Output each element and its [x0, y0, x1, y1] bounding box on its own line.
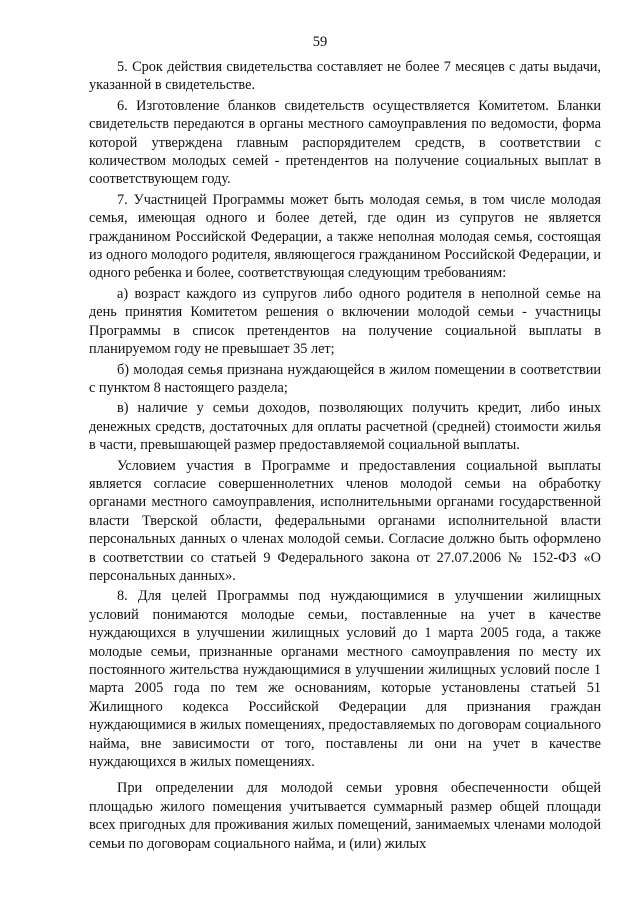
- paragraph-requirement-c: в) наличие у семьи доходов, позволяющих получить кредит, либо иных денежных средств, достаточных для оплаты расчетной (средней) стоимости жилья в части, превышающей размер предоставляемой социальной выплаты.: [89, 400, 601, 454]
- paragraph-requirement-b: б) молодая семья признана нуждающейся в жилом помещении в соответствии с пунктом 8 настоящего раздела;: [89, 361, 601, 396]
- paragraph-blank-production: 6. Изготовление бланков свидетельств осуществляется Комитетом. Бланки свидетельств передаются в органы местного самоуправления по ведомости, форма которой утверждена главным распорядителем средств, в соответствии с количеством молодых семей - претендентов на получение социальных выплат в соответствующем году.: [89, 97, 601, 188]
- paragraph-housing-area: При определении для молодой семьи уровня обеспеченности общей площадью жилого помещения учитывается суммарный размер общей площади всех пригодных для проживания жилых помещений, занимаемых членами молодой семьи по договорам социального найма, и (или) жилых: [89, 780, 601, 852]
- paragraph-participant-definition: 7. Участницей Программы может быть молодая семья, в том числе молодая семья, имеющая одного и более детей, где один из супругов не является гражданином Российской Федерации, а также неполная молодая семья, состоящая из одного молодого родителя, являющегося гражданином Российской Федерации, и одного ребенка и более, соответствующая следующим требованиям:: [89, 191, 601, 282]
- paragraph-needing-housing: 8. Для целей Программы под нуждающимися в улучшении жилищных условий понимаются молодые семьи, поставленные на учет в качестве нуждающихся в улучшении жилищных условий до 1 марта 2005 года, а также молодые семьи, признанные органами местного самоуправления по месту их постоянного жительства нуждающимися в улучшении жилищных условий после 1 марта 2005 года по тем же основаниям, которые установлены статьей 51 Жилищного кодекса Российской Федерации для признания граждан нуждающимися в жилых помещениях, предоставляемых по договорам социального найма, вне зависимости от того, поставлены ли они на учет в качестве нуждающихся в жилых помещениях.: [89, 588, 601, 771]
- document-body: [89, 58, 601, 855]
- paragraph-validity-period: 5. Срок действия свидетельства составляет не более 7 месяцев с даты выдачи, указанной в свидетельстве.: [89, 59, 601, 94]
- paragraph-requirement-a: а) возраст каждого из супругов либо одного родителя в неполной семье на день принятия Комитетом решения о включении молодой семьи - участницы Программы в список претендентов на получение социальной выплаты в планируемом году не превышает 35 лет;: [89, 285, 601, 358]
- page-number: 59: [312, 34, 328, 50]
- paragraph-consent-condition: Условием участия в Программе и предоставления социальной выплаты является согласие совершеннолетних членов молодой семьи на обработку органами местного самоуправления, исполнительными органами государственной власти Тверской области, федеральными органами исполнительной власти персональных данных о членах молодой семьи. Согласие должно быть оформлено в соответствии со статьей 9 Федерального закона от 27.07.2006 № 152-ФЗ «О персональных данных».: [89, 457, 601, 584]
